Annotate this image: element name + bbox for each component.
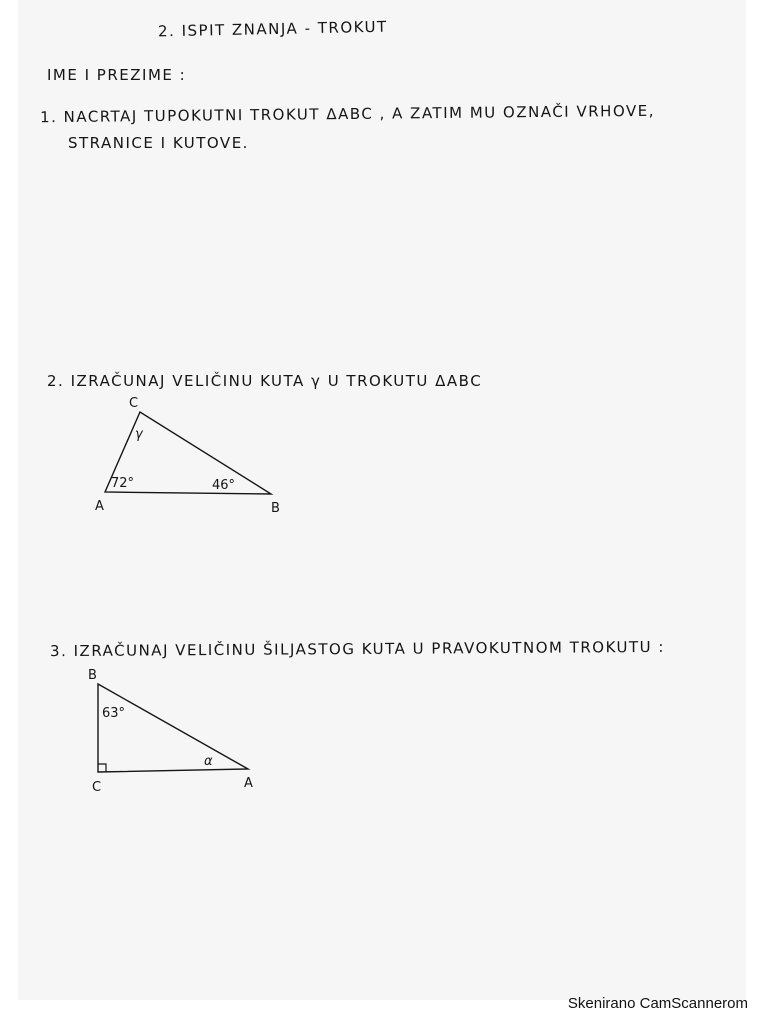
vertex-c-label: C	[92, 780, 102, 795]
vertex-b-label: B	[271, 501, 280, 516]
vertex-c-label: C	[129, 396, 139, 411]
scanner-watermark: Skenirano CamScannerom	[567, 995, 748, 1012]
angle-alpha-label: α	[204, 754, 213, 769]
vertex-b-label: B	[88, 668, 97, 683]
right-angle-marker	[98, 764, 106, 772]
name-field-label: IME I PREZIME :	[47, 66, 187, 84]
angle-gamma-label: γ	[135, 427, 143, 442]
question-1-line-1: 1. NACRTAJ TUPOKUTNI TROKUT ΔABC , A ZATIM MU OZNAČI VRHOVE,	[39, 101, 656, 127]
angle-b-label: 46°	[212, 478, 236, 493]
question-3-text: 3. IZRAČUNAJ VELIČINU ŠILJASTOG KUTA U PRAVOKUTNOM TROKUTU :	[49, 637, 666, 661]
vertex-a-label: A	[244, 776, 253, 791]
question-2-text: 2. IZRAČUNAJ VELIČINU KUTA γ U TROKUTU ΔABC	[47, 372, 483, 390]
worksheet-title: 2. ISPIT ZNANJA - TROKUT	[157, 17, 388, 41]
right-triangle-figure	[88, 668, 253, 795]
question-1-line-2: STRANICE I KUTOVE.	[68, 134, 249, 152]
vertex-a-label: A	[95, 499, 104, 514]
right-triangle-outline	[98, 684, 248, 772]
triangle-abc-figure	[95, 396, 280, 516]
angle-a-label: 72°	[111, 476, 135, 491]
angle-b-label: 63°	[102, 706, 126, 721]
